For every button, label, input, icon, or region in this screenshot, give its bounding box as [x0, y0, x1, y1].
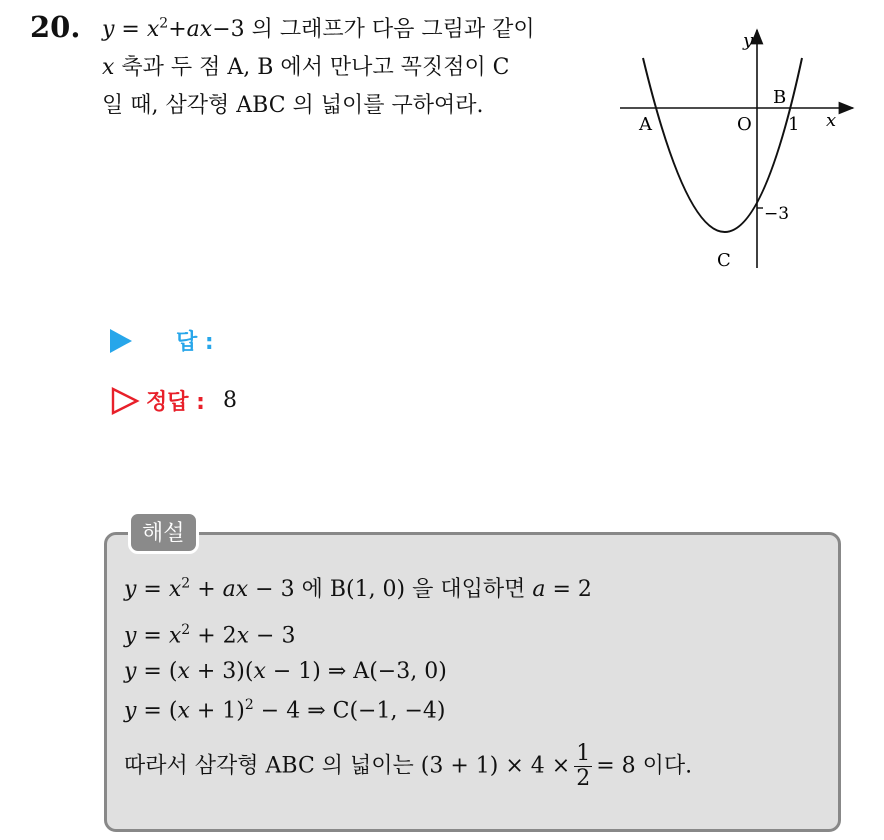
s3-x2: x	[253, 659, 266, 684]
s1-x: x	[168, 577, 182, 602]
eq-y: y	[102, 17, 115, 42]
question-line-2	[102, 50, 510, 81]
fraction-denominator: 2	[576, 766, 591, 791]
eq-rest: −3	[212, 17, 245, 42]
s2-rest: − 3	[249, 623, 296, 649]
question-line-2-text: 축과 두 점 A, B 에서 만나고 꼭짓점이 C	[114, 55, 510, 80]
solution-line-5	[124, 742, 692, 791]
tick-one-label: 1	[788, 114, 800, 135]
outline-play-icon	[110, 387, 140, 415]
s4-x: x	[177, 698, 190, 724]
eq-x: x	[146, 17, 160, 42]
answer-row	[110, 325, 214, 356]
correct-answer-value: 8	[222, 388, 237, 413]
s2-x2: x	[236, 623, 250, 649]
question-line-1-text: 의 그래프가 다음 그림과 같이	[244, 17, 535, 42]
point-b-label: B	[773, 87, 787, 108]
parabola-graph	[615, 26, 865, 278]
s3-y: y	[124, 659, 137, 684]
play-icon	[110, 329, 132, 353]
s2-plus: + 2	[190, 623, 237, 649]
eq-plus: +	[168, 17, 187, 42]
point-a-label: A	[639, 114, 652, 135]
s2-eq: =	[136, 623, 169, 649]
s4-exp: 2	[244, 697, 254, 713]
s4-rest: − 4 ⇒ C(−1, −4)	[253, 698, 446, 724]
correct-answer-row	[110, 385, 237, 416]
s5-pre: 따라서 삼각형 ABC 의 넓이는 (3 + 1) × 4 ×	[124, 753, 571, 779]
s5-post: = 8 이다.	[596, 753, 693, 779]
s3-mid: + 3)(	[189, 659, 254, 684]
question-line-1	[102, 12, 535, 43]
question-number: 20.	[30, 10, 81, 44]
s1-plus: +	[190, 577, 223, 602]
s1-rest: − 3 에 B(1, 0) 을 대입하면	[248, 577, 533, 602]
eq-x2: x	[199, 17, 213, 42]
s3-eq: = (	[136, 659, 178, 684]
eq-exponent: 2	[159, 15, 169, 32]
s4-eq: = (	[136, 698, 178, 724]
s1-x2: x	[235, 577, 249, 602]
s3-x: x	[177, 659, 190, 684]
fraction-one-half	[574, 742, 592, 791]
s4-mid: + 1)	[189, 698, 245, 724]
s1-a: a	[222, 577, 236, 602]
s1-result: = 2	[545, 577, 592, 602]
correct-answer-label: 정답 :	[146, 390, 205, 415]
solution-tab: 해설	[128, 511, 199, 554]
origin-label: O	[737, 114, 752, 135]
x-axis-label: x	[826, 110, 837, 131]
solution-line-1	[124, 572, 592, 603]
solution-line-2	[124, 622, 295, 648]
s2-y: y	[124, 623, 137, 649]
solution-line-4	[124, 697, 445, 723]
s2-exp: 2	[181, 622, 191, 638]
s1-eq: =	[136, 577, 169, 602]
fraction-numerator: 1	[576, 741, 591, 766]
tick-neg3-label: −3	[764, 204, 790, 224]
s4-y: y	[124, 698, 137, 724]
solution-line-3	[124, 659, 447, 684]
eq-equals: =	[114, 17, 147, 42]
s3-rest: − 1) ⇒ A(−3, 0)	[265, 659, 447, 684]
question-line-3: 일 때, 삼각형 ABC 의 넓이를 구하여라.	[102, 93, 484, 118]
s1-y: y	[124, 577, 137, 602]
line2-x: x	[102, 55, 115, 80]
s2-x: x	[168, 623, 182, 649]
point-c-label: C	[717, 250, 731, 271]
eq-a: a	[186, 17, 200, 42]
y-axis-label: y	[743, 30, 754, 51]
s1-exp: 2	[181, 575, 191, 592]
s1-a2: a	[532, 577, 546, 602]
answer-label: 답 :	[176, 330, 214, 355]
